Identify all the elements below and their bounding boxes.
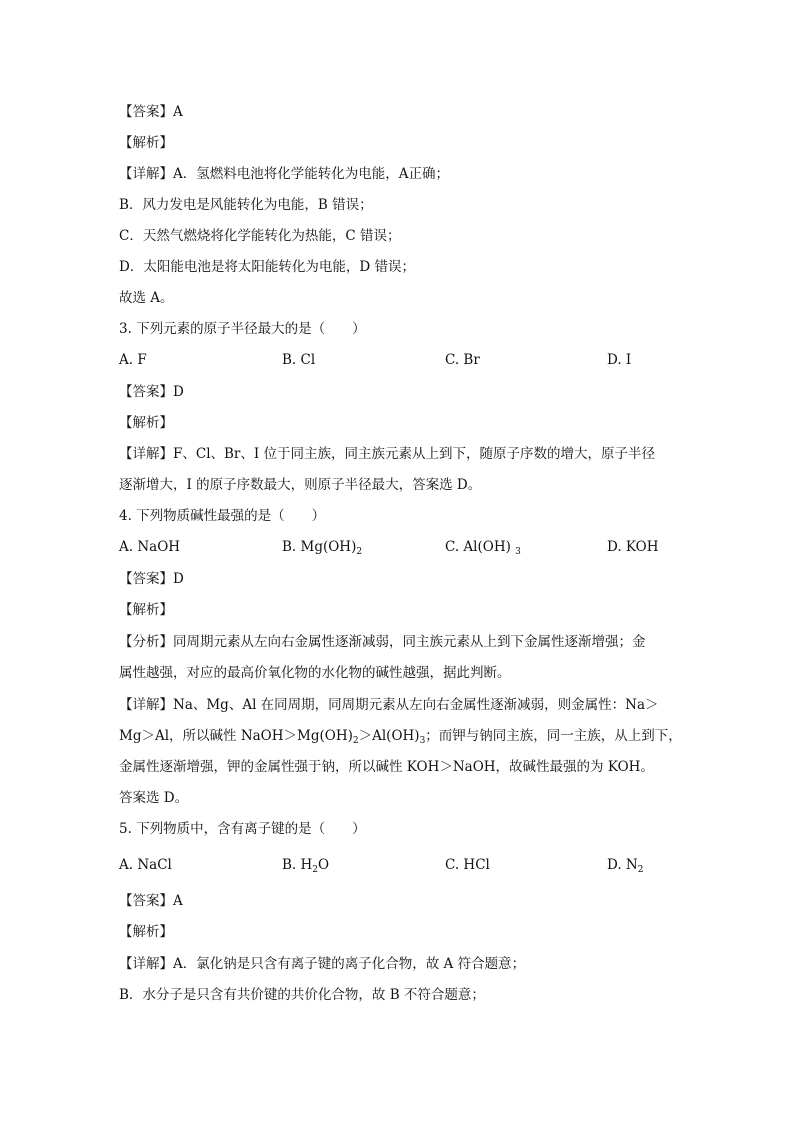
- analysis-tag: 【解析】: [119, 415, 173, 431]
- q4-detail-2b: ＞Al(OH): [358, 728, 420, 744]
- q4-analysis-line: [119, 600, 173, 620]
- q4-option-b-subscript: 2: [356, 547, 363, 557]
- q5-option-c: C. HCl: [445, 857, 490, 873]
- q4-detail-2a: Mg＞Al，所以碱性 NaOH＞Mg(OH): [119, 728, 353, 744]
- q4-option-c-subscript: 3: [515, 547, 521, 557]
- q4-detail-line-2: [119, 726, 682, 746]
- q4-detail-1: Na、Mg、Al 在同周期，同周期元素从左向右金属性逐渐减弱，则金属性：Na＞: [173, 697, 659, 713]
- q2-line-b: B．风力发电是风能转化为电能，B 错误；: [119, 197, 373, 213]
- q3-answer-line: [119, 382, 184, 402]
- detail-tag: 【详解】: [119, 166, 173, 182]
- q4-detail-subscript-2: 3: [419, 736, 426, 746]
- q2-detail-line: [119, 164, 449, 184]
- q5-option-a: A. NaCl: [119, 857, 172, 873]
- q2-analysis-line: [119, 133, 173, 153]
- q5-option-d: [607, 855, 643, 875]
- q4-hint-1: 同周期元素从左向右金属性逐渐减弱，同主族元素从上到下金属性逐渐增强；金: [173, 634, 646, 650]
- q3-analysis-line: [119, 413, 173, 433]
- analysis-tag: 【解析】: [119, 135, 173, 151]
- q5-detail-line-1: [119, 954, 525, 974]
- q4-hint-line-2: 属性越强，对应的最高价氧化物的水化物的碱性越强，据此判断。: [119, 665, 511, 681]
- q2-answer: A: [173, 104, 183, 120]
- q4-detail-line-3: 金属性逐渐增强，钾的金属性强于钠，所以碱性 KOH＞NaOH，故碱性最强的为 KOH。: [119, 759, 654, 775]
- q4-options: [119, 537, 679, 557]
- q3-stem: 3. 下列元素的原子半径最大的是（ ）: [119, 321, 366, 337]
- q3-option-a: A. F: [119, 352, 147, 368]
- q4-option-a: A. NaOH: [119, 539, 181, 555]
- q3-detail-line-1: [119, 444, 655, 464]
- q4-option-b: [282, 537, 362, 557]
- hint-tag: 【分析】: [119, 634, 173, 650]
- q4-stem: 4. 下列物质碱性最强的是（ ）: [119, 508, 326, 524]
- q5-option-d-formula: D. N: [607, 857, 638, 873]
- q5-option-b-formula: B. H: [282, 857, 313, 873]
- q3-detail-line-2: 逐渐增大，I 的原子序数最大，则原子半径最大，答案选 D。: [119, 477, 482, 493]
- q2-line-c: C．天然气燃烧将化学能转化为热能，C 错误；: [119, 228, 401, 244]
- q4-detail-subscript-1: 2: [352, 736, 359, 746]
- q5-answer: A: [173, 893, 183, 909]
- q4-detail-line-4: 答案选 D。: [119, 790, 189, 806]
- q5-analysis-line: [119, 922, 173, 942]
- detail-tag: 【详解】: [119, 697, 173, 713]
- q4-option-c-formula: C. Al(OH): [445, 539, 511, 555]
- q2-line-d: D．太阳能电池是将太阳能转化为电能，D 错误；: [119, 259, 415, 275]
- q4-option-c: [445, 537, 521, 557]
- q4-answer: D: [173, 571, 184, 587]
- answer-tag: 【答案】: [119, 104, 173, 120]
- q3-answer: D: [173, 384, 184, 400]
- q5-options: [119, 855, 679, 875]
- q5-answer-line: [119, 891, 183, 911]
- q3-option-b: B. Cl: [282, 352, 316, 368]
- q5-detail-a: A．氯化钠是只含有离子键的离子化合物，故 A 符合题意；: [173, 956, 526, 972]
- q5-line-b: B．水分子是只含有共价键的共价化合物，故 B 不符合题意；: [119, 987, 485, 1003]
- q4-option-b-formula: B. Mg(OH): [282, 539, 357, 555]
- analysis-tag: 【解析】: [119, 602, 173, 618]
- q5-option-b: [282, 855, 329, 875]
- q3-option-d: D. I: [607, 352, 632, 368]
- q3-detail-1: F、Cl、Br、I 位于同主族，同主族元素从上到下，随原子序数的增大，原子半径: [173, 446, 656, 462]
- q2-answer-line: [119, 102, 183, 122]
- answer-tag: 【答案】: [119, 571, 173, 587]
- q4-detail-line-1: [119, 695, 659, 715]
- q3-option-c: C. Br: [445, 352, 480, 368]
- q5-option-b-subscript: 2: [312, 865, 319, 875]
- q4-hint-line-1: [119, 632, 646, 652]
- q5-option-b-tail: O: [318, 857, 330, 873]
- answer-tag: 【答案】: [119, 384, 173, 400]
- q5-option-d-subscript: 2: [637, 865, 644, 875]
- q2-detail-a: A．氢燃料电池将化学能转化为电能，A正确；: [173, 166, 449, 182]
- q3-options: [119, 350, 679, 370]
- q5-stem: 5. 下列物质中，含有离子键的是（ ）: [119, 821, 366, 837]
- analysis-tag: 【解析】: [119, 924, 173, 940]
- detail-tag: 【详解】: [119, 956, 173, 972]
- q4-option-d: D. KOH: [607, 539, 659, 555]
- q2-conclusion: 故选 A。: [119, 290, 174, 306]
- detail-tag: 【详解】: [119, 446, 173, 462]
- q4-answer-line: [119, 569, 184, 589]
- answer-tag: 【答案】: [119, 893, 173, 909]
- q4-detail-2c: ；而钾与钠同主族，同一主族，从上到下，: [425, 728, 682, 744]
